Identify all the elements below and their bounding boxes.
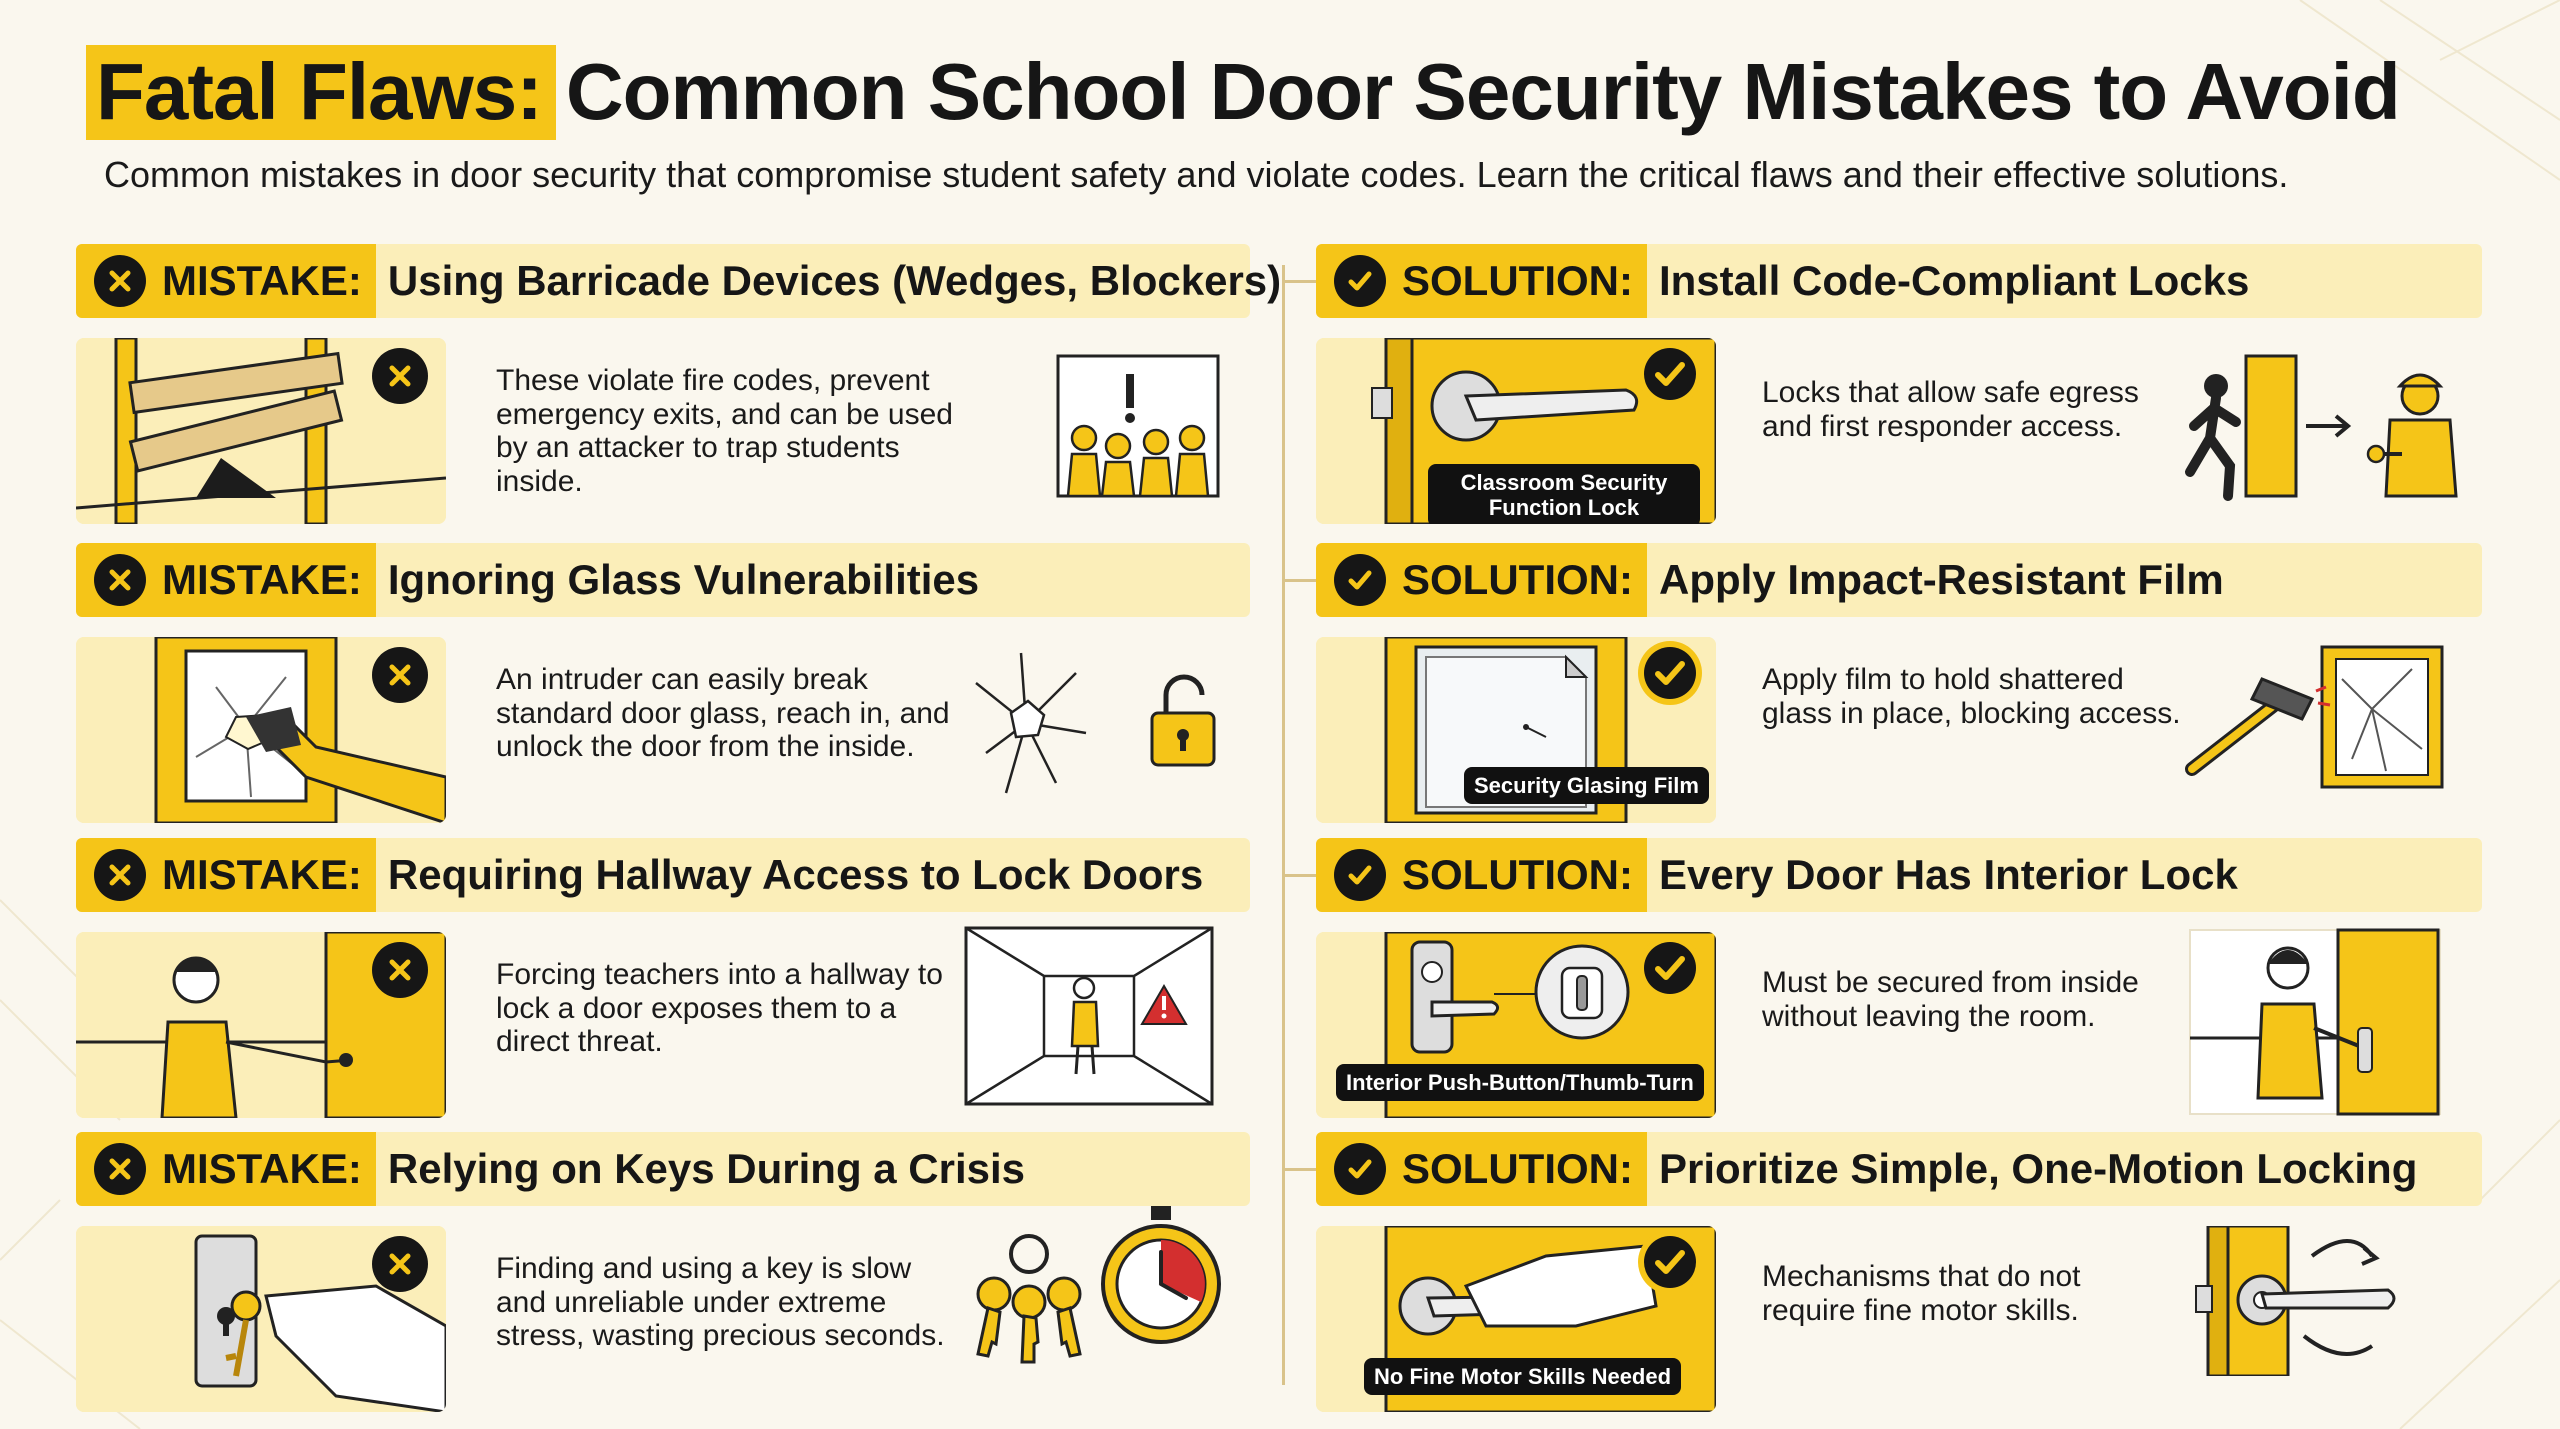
solution-heading: Prioritize Simple, One-Motion Locking — [1658, 1145, 2418, 1192]
solution-label: SOLUTION: — [1402, 556, 1633, 603]
one-motion-lever-illustration — [1316, 1226, 1716, 1412]
x-icon — [94, 255, 146, 307]
x-icon — [94, 849, 146, 901]
shattered-glass-icon — [966, 643, 1236, 803]
solution-heading: Apply Impact-Resistant Film — [1658, 556, 2224, 603]
solution-heading: Install Code-Compliant Locks — [1658, 257, 2250, 304]
film-caption: Security Glasing Film — [1464, 767, 1709, 804]
mistake-banner — [76, 244, 1282, 318]
teacher-locking-icon — [2188, 928, 2442, 1118]
solution-tag — [1316, 543, 1647, 617]
check-icon — [1638, 936, 1702, 1000]
mistake-label: MISTAKE: — [162, 851, 362, 898]
solution-row-3 — [1316, 838, 2482, 1128]
solution-tag — [1316, 244, 1647, 318]
safe-egress-icon — [2176, 346, 2476, 506]
mistake-label: MISTAKE: — [162, 556, 362, 603]
connector-line — [1282, 579, 1316, 582]
mistake-banner — [76, 1132, 1250, 1206]
solution-row-1 — [1316, 244, 2482, 534]
solution-banner — [1316, 1132, 2482, 1206]
glass-film-illustration — [1316, 637, 1716, 823]
title-highlight: Fatal Flaws: — [86, 45, 556, 140]
mistake-description: An intruder can easily break standard door glass, reach in, and unlock the door from the inside. — [496, 663, 950, 764]
thumb-turn-caption: Interior Push-Button/Thumb-Turn — [1336, 1064, 1704, 1101]
hallway-threat-icon — [964, 926, 1214, 1106]
check-icon — [1334, 255, 1386, 307]
title-text: Common School Door Security Mistakes to Avoid — [565, 47, 2400, 136]
x-icon — [372, 942, 428, 998]
solution-label: SOLUTION: — [1402, 1145, 1633, 1192]
mistake-tag — [76, 543, 376, 617]
solution-description: Locks that allow safe egress and first responder access. — [1762, 376, 2139, 443]
mistake-row-2 — [76, 543, 1246, 833]
mistake-heading: Requiring Hallway Access to Lock Doors — [387, 851, 1204, 898]
x-icon — [94, 554, 146, 606]
x-icon — [94, 1143, 146, 1195]
mistake-row-4 — [76, 1132, 1246, 1422]
solution-description: Mechanisms that do not require fine motor skills. — [1762, 1260, 2081, 1327]
mistake-label: MISTAKE: — [162, 1145, 362, 1192]
mistake-description: Finding and using a key is slow and unreliable under extreme stress, wasting precious seconds. — [496, 1252, 945, 1353]
mistake-tag — [76, 244, 376, 318]
mistake-description: These violate fire codes, prevent emergency exits, and can be used by an attacker to trap students inside. — [496, 364, 953, 498]
solution-row-4 — [1316, 1132, 2482, 1422]
solution-description: Apply film to hold shattered glass in place, blocking access. — [1762, 663, 2181, 730]
mistake-banner — [76, 838, 1250, 912]
solution-heading: Every Door Has Interior Lock — [1658, 851, 2238, 898]
hammer-glass-icon — [2172, 639, 2482, 799]
page-subtitle: Common mistakes in door security that compromise student safety and violate codes. Learn the critical flaws and their effective solutions. — [104, 154, 2289, 195]
stopwatch-icon — [1096, 1202, 1226, 1352]
connector-line — [1282, 280, 1316, 283]
check-icon — [1638, 641, 1702, 705]
x-icon — [372, 1236, 428, 1292]
connector-line — [1282, 1168, 1316, 1171]
mistake-heading: Using Barricade Devices (Wedges, Blockers) — [387, 257, 1282, 304]
page-title — [86, 48, 2400, 136]
key-in-lock-illustration — [76, 1226, 446, 1412]
check-icon — [1638, 342, 1702, 406]
barricade-illustration — [76, 338, 446, 524]
solution-banner — [1316, 244, 2482, 318]
solution-label: SOLUTION: — [1402, 851, 1633, 898]
solution-label: SOLUTION: — [1402, 257, 1633, 304]
solution-row-2 — [1316, 543, 2482, 833]
solution-banner — [1316, 543, 2482, 617]
x-icon — [372, 348, 428, 404]
rotating-lever-icon — [2192, 1226, 2442, 1376]
mistake-tag — [76, 838, 376, 912]
keys-icon — [964, 1224, 1094, 1364]
center-divider — [1282, 265, 1285, 1385]
check-icon — [1334, 1143, 1386, 1195]
mistake-tag — [76, 1132, 376, 1206]
mistake-row-1 — [76, 244, 1282, 534]
check-icon — [1334, 849, 1386, 901]
teacher-hallway-illustration — [76, 932, 446, 1118]
mistake-label: MISTAKE: — [162, 257, 362, 304]
mistake-heading: Ignoring Glass Vulnerabilities — [387, 556, 980, 603]
mistake-description: Forcing teachers into a hallway to lock a door exposes them to a direct threat. — [496, 958, 943, 1059]
connector-line — [1282, 874, 1316, 877]
broken-glass-illustration — [76, 637, 446, 823]
trapped-students-icon — [1054, 346, 1224, 506]
lever-lock-illustration — [1316, 338, 1716, 524]
x-icon — [372, 647, 428, 703]
solution-banner — [1316, 838, 2482, 912]
check-icon — [1638, 1230, 1702, 1294]
mistake-row-3 — [76, 838, 1246, 1128]
solution-tag — [1316, 838, 1647, 912]
mistake-banner — [76, 543, 1250, 617]
lock-caption: Classroom Security Function Lock — [1428, 464, 1700, 524]
interior-lock-illustration — [1316, 932, 1716, 1118]
solution-description: Must be secured from inside without leaving the room. — [1762, 966, 2139, 1033]
motor-skills-caption: No Fine Motor Skills Needed — [1364, 1358, 1681, 1395]
check-icon — [1334, 554, 1386, 606]
solution-tag — [1316, 1132, 1647, 1206]
mistake-heading: Relying on Keys During a Crisis — [387, 1145, 1026, 1192]
